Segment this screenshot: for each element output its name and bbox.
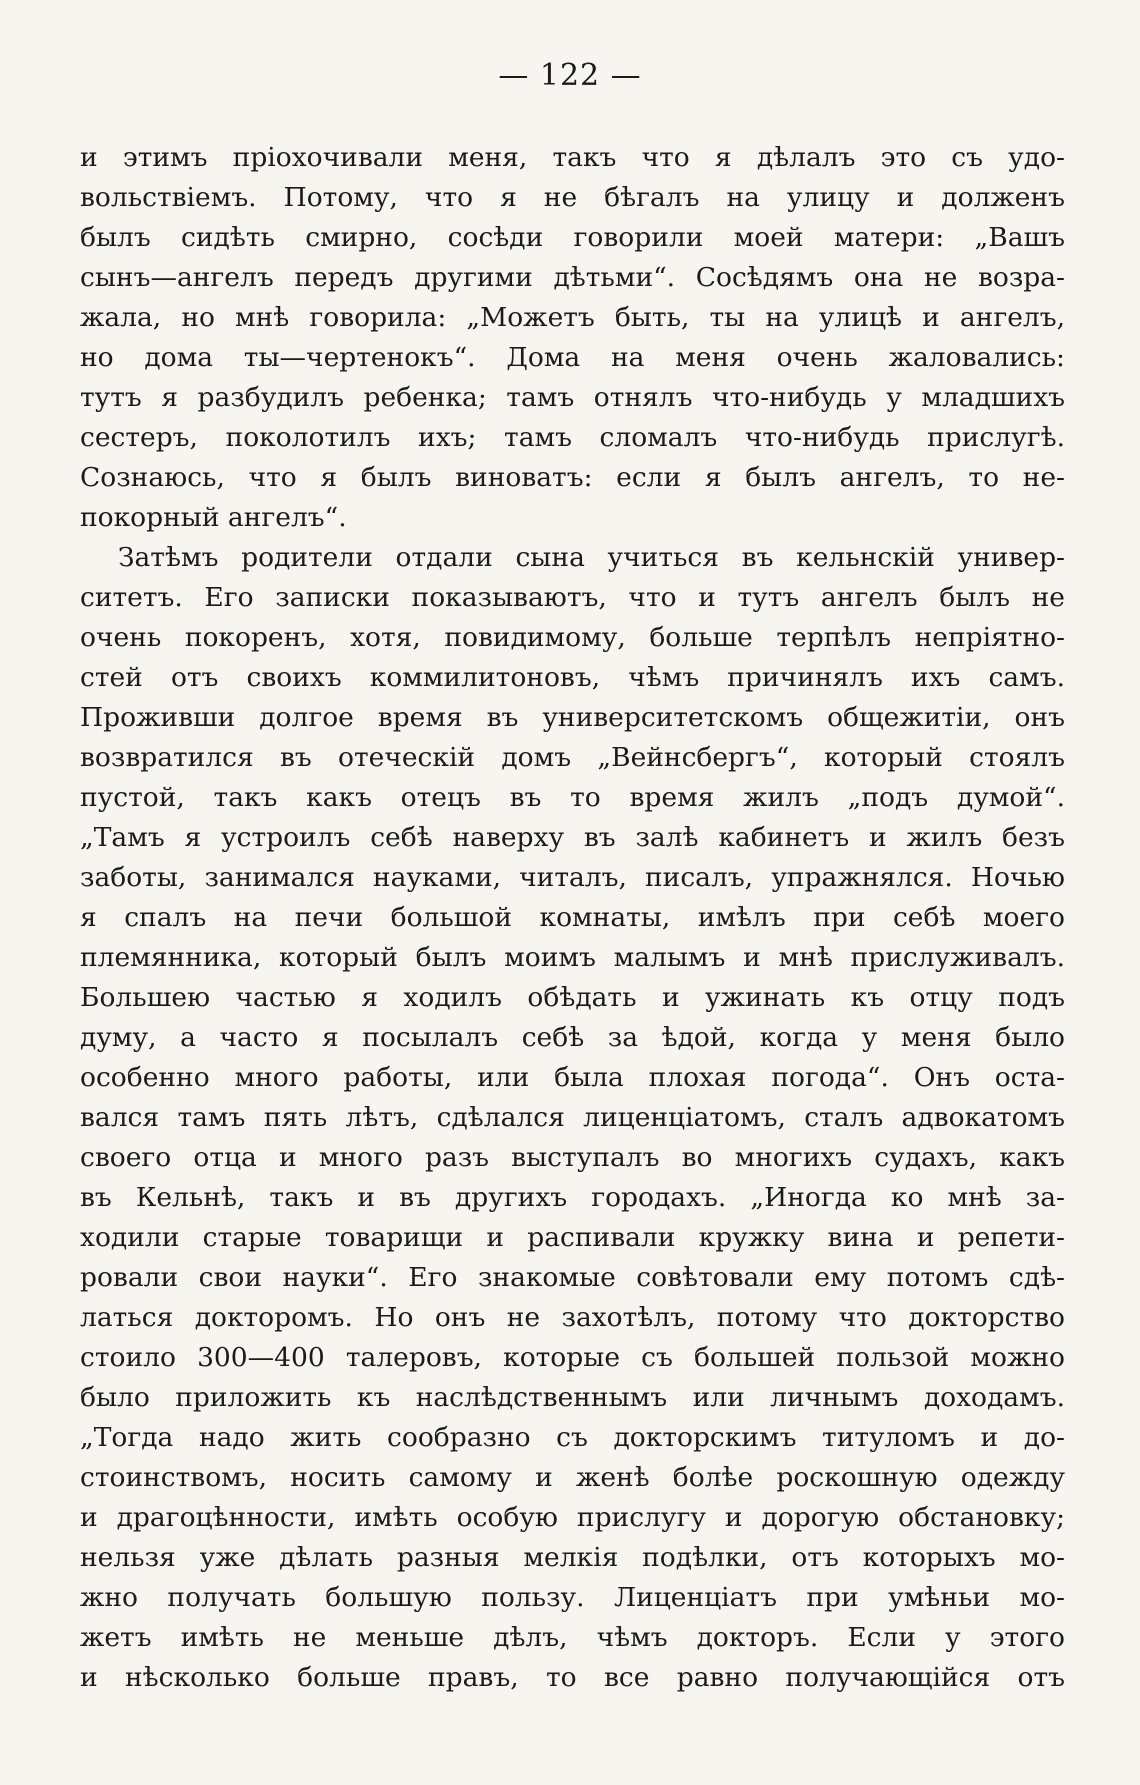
text-line-31: стоило 300—400 талеровъ, которые съ большей пользой можно	[80, 1342, 1065, 1373]
text-line-29: ровали свои науки“. Его знакомые совѣтовали ему потомъ сдѣ-	[80, 1262, 1065, 1293]
text-line-13: очень покоренъ, хотя, повидимому, больше терпѣлъ непріятно-	[80, 622, 1065, 653]
body-text	[80, 138, 1065, 1698]
text-line-34: стоинствомъ, носить самому и женѣ болѣе роскошную одежду	[80, 1462, 1065, 1493]
text-line-21: племянника, который былъ моимъ малымъ и мнѣ прислуживалъ.	[80, 942, 1065, 973]
text-line-24: особенно много работы, или была плохая погода“. Онъ оста-	[80, 1062, 1065, 1093]
text-line-5: жала, но мнѣ говорила: „Можетъ быть, ты на улицѣ и ангелъ,	[80, 302, 1065, 333]
text-line-33: „Тогда надо жить сообразно съ докторскимъ титуломъ и до-	[80, 1422, 1065, 1453]
text-line-10: покорный ангелъ“.	[80, 502, 347, 533]
text-line-25: вался тамъ пять лѣтъ, сдѣлался лиценціатомъ, сталъ адвокатомъ	[80, 1102, 1065, 1133]
text-line-12: ситетъ. Его записки показываютъ, что и тутъ ангелъ былъ не	[80, 582, 1065, 613]
text-line-18: „Тамъ я устроилъ себѣ наверху въ залѣ кабинетъ и жилъ безъ	[80, 822, 1065, 853]
text-line-15: Проживши долгое время въ университетскомъ общежитіи, онъ	[80, 702, 1065, 733]
text-line-26: своего отца и много разъ выступалъ во многихъ судахъ, какъ	[80, 1142, 1065, 1173]
text-line-28: ходили старые товарищи и распивали кружку вина и репети-	[80, 1222, 1065, 1253]
text-line-19: заботы, занимался науками, читалъ, писалъ, упражнялся. Ночью	[80, 862, 1065, 893]
text-line-22: Большею частью я ходилъ обѣдать и ужинать къ отцу подъ	[80, 982, 1065, 1013]
text-line-35: и драгоцѣнности, имѣть особую прислугу и дорогую обстановку;	[80, 1502, 1065, 1533]
text-line-39: и нѣсколько больше правъ, то все равно получающійся отъ	[80, 1662, 1065, 1693]
text-line-16: возвратился въ отеческій домъ „Вейнсбергъ“, который стоялъ	[80, 742, 1065, 773]
text-line-30: латься докторомъ. Но онъ не захотѣлъ, потому что докторство	[80, 1302, 1065, 1333]
text-line-8: сестеръ, поколотилъ ихъ; тамъ сломалъ что-нибудь прислугѣ.	[80, 422, 1065, 453]
text-line-14: стей отъ своихъ коммилитоновъ, чѣмъ причинялъ ихъ самъ.	[80, 662, 1065, 693]
text-line-32: было приложить къ наслѣдственнымъ или личнымъ доходамъ.	[80, 1382, 1065, 1413]
text-line-36: нельзя уже дѣлать разныя мелкія подѣлки, отъ которыхъ мо-	[80, 1542, 1065, 1573]
text-line-9: Сознаюсь, что я былъ виноватъ: если я былъ ангелъ, то не-	[80, 462, 1065, 493]
text-line-7: тутъ я разбудилъ ребенка; тамъ отнялъ что-нибудь у младшихъ	[80, 382, 1065, 413]
text-line-27: въ Кельнѣ, такъ и въ другихъ городахъ. „Иногда ко мнѣ за-	[80, 1182, 1065, 1213]
text-line-17: пустой, такъ какъ отецъ въ то время жилъ „подъ думой“.	[80, 782, 1065, 813]
text-line-38: жетъ имѣть не меньше дѣлъ, чѣмъ докторъ. Если у этого	[80, 1622, 1065, 1653]
page-number: — 122 —	[498, 58, 642, 93]
text-line-37: жно получать большую пользу. Лиценціатъ при умѣньи мо-	[80, 1582, 1065, 1613]
text-line-11: Затѣмъ родители отдали сына учиться въ кельнскій универ-	[118, 542, 1065, 573]
text-line-23: думу, а часто я посылалъ себѣ за ѣдой, когда у меня было	[80, 1022, 1065, 1053]
text-line-1: и этимъ пріохочивали меня, такъ что я дѣлалъ это съ удо-	[80, 142, 1065, 173]
text-line-4: сынъ—ангелъ передъ другими дѣтьми“. Сосѣдямъ она не возра-	[80, 262, 1065, 293]
text-line-20: я спалъ на печи большой комнаты, имѣлъ при себѣ моего	[80, 902, 1065, 933]
text-line-6: но дома ты—чертенокъ“. Дома на меня очень жаловались:	[80, 342, 1065, 373]
text-line-3: былъ сидѣть смирно, сосѣди говорили моей матери: „Вашъ	[80, 222, 1065, 253]
text-line-2: вольствіемъ. Потому, что я не бѣгалъ на улицу и долженъ	[80, 182, 1065, 213]
